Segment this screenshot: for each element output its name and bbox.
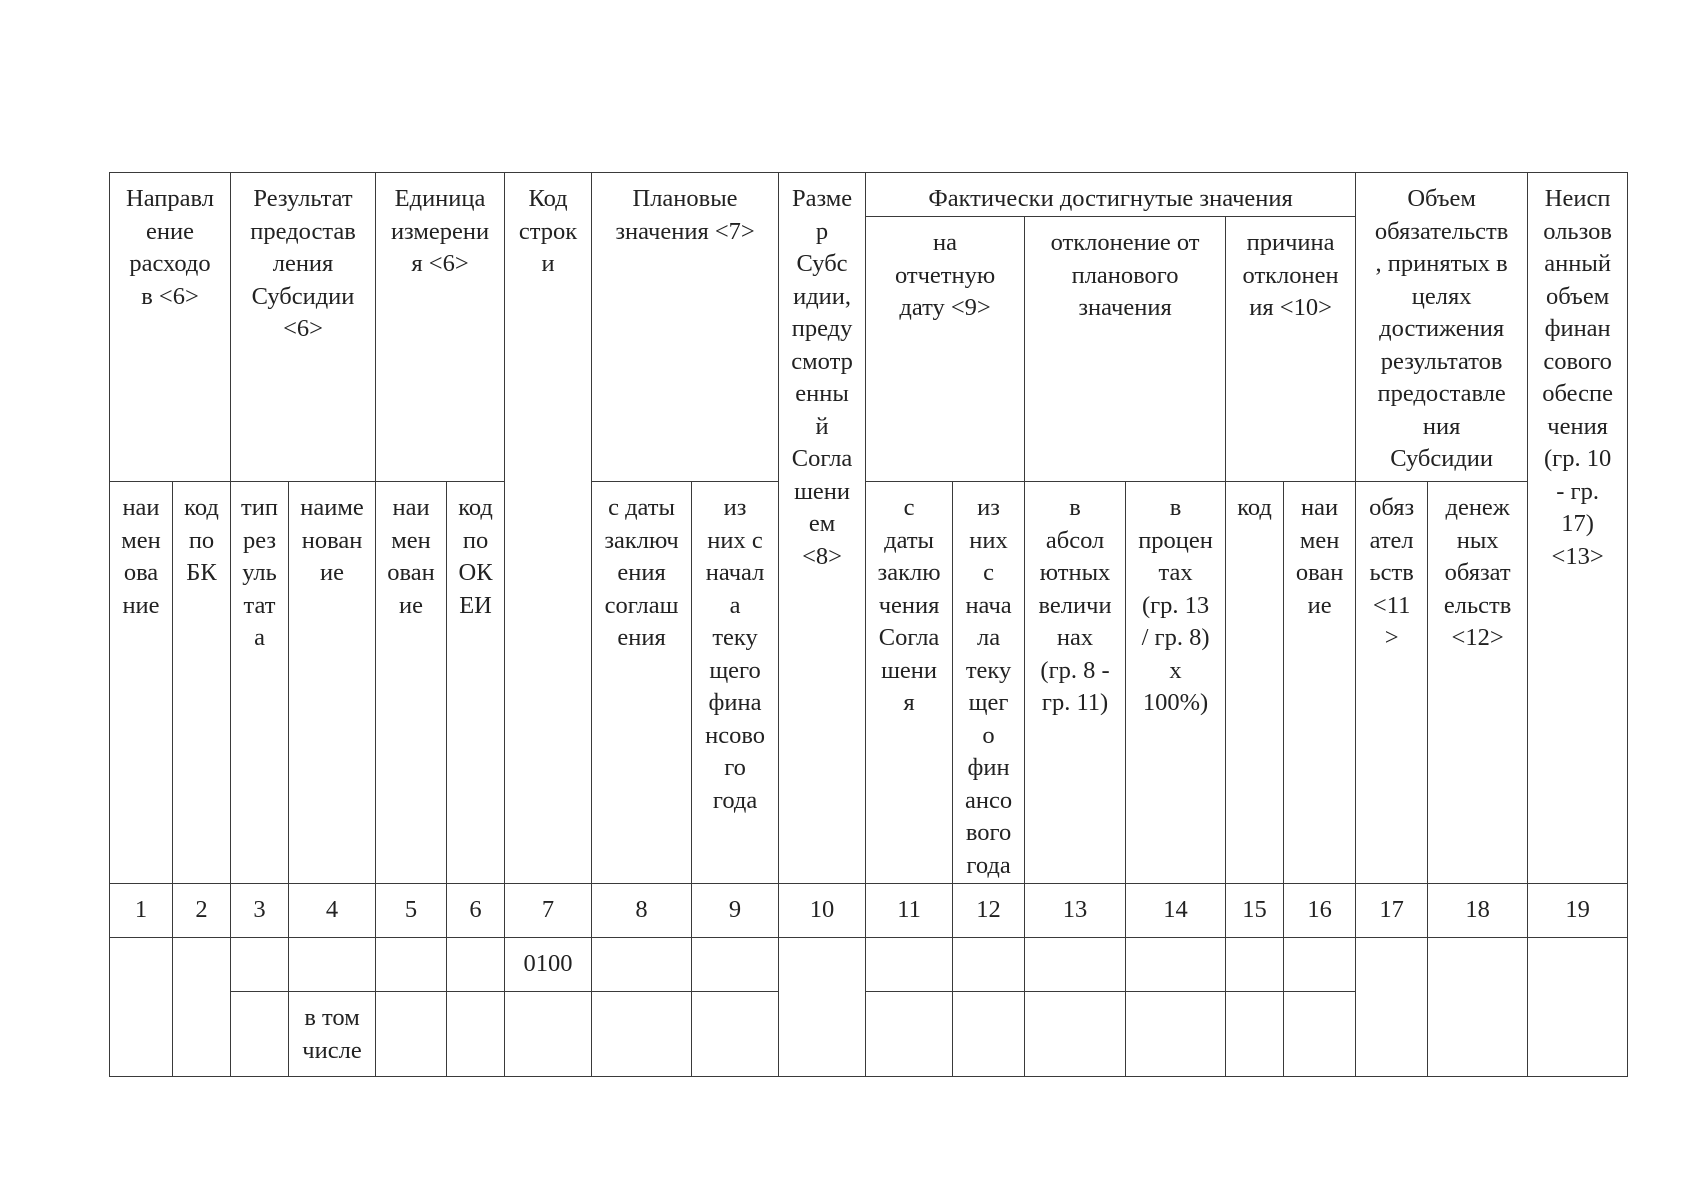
header-razmer: Разме р Субс идии, преду смотр енны й Согла шени ем <8> <box>779 173 866 884</box>
column-number: 10 <box>779 884 866 938</box>
subheader-c6: код по ОК ЕИ <box>447 482 505 884</box>
data-cell-c9-sub[interactable] <box>692 992 779 1077</box>
data-cell-c17[interactable] <box>1356 938 1428 1077</box>
data-cell-c9[interactable] <box>692 938 779 992</box>
header-obem: Объем обязательств , принятых в целях достижения результатов предоставле ния Субсидии <box>1356 173 1528 482</box>
data-cell-c3[interactable] <box>231 938 289 992</box>
data-cell-c11-sub[interactable] <box>866 992 953 1077</box>
data-cell-c8-sub[interactable] <box>592 992 692 1077</box>
header-edinica: Единица измерени я <6> <box>376 173 505 482</box>
column-number: 17 <box>1356 884 1428 938</box>
data-cell-c7-sub[interactable] <box>505 992 592 1077</box>
data-cell-c19[interactable] <box>1528 938 1628 1077</box>
column-number: 19 <box>1528 884 1628 938</box>
column-number: 11 <box>866 884 953 938</box>
data-cell-c16[interactable] <box>1284 938 1356 992</box>
header-fakticheski: Фактически достигнутые значения <box>866 173 1356 217</box>
column-number: 12 <box>953 884 1025 938</box>
data-cell-c18[interactable] <box>1428 938 1528 1077</box>
subheader-c9: из них с начал а теку щего фина нсово го года <box>692 482 779 884</box>
subheader-c17: обяз ател ьств <11 > <box>1356 482 1428 884</box>
subheader-c12: из них с нача ла теку щег о фин ансо вого года <box>953 482 1025 884</box>
header-neispolzovannyi: Неисп ользов анный объем финан сового обеспе чения (гр. 10 - гр. 17) <13> <box>1528 173 1628 884</box>
data-cell-c12[interactable] <box>953 938 1025 992</box>
column-number: 8 <box>592 884 692 938</box>
header-rezultat: Результат предостав ления Субсидии <6> <box>231 173 376 482</box>
data-cell-c4[interactable] <box>289 938 376 992</box>
header-na-otchetnuyu: на отчетную дату <9> <box>866 217 1025 482</box>
data-cell-c2[interactable] <box>173 938 231 1077</box>
data-cell-c3-sub[interactable] <box>231 992 289 1077</box>
data-cell-c6-sub[interactable] <box>447 992 505 1077</box>
column-number: 14 <box>1126 884 1226 938</box>
v-tom-chisle-label: в том числе <box>289 992 376 1077</box>
data-cell-c8[interactable] <box>592 938 692 992</box>
data-cell-c6[interactable] <box>447 938 505 992</box>
subheader-c2: код по БК <box>173 482 231 884</box>
column-number: 7 <box>505 884 592 938</box>
column-number: 2 <box>173 884 231 938</box>
column-number: 1 <box>110 884 173 938</box>
column-number: 9 <box>692 884 779 938</box>
data-cell-c13[interactable] <box>1025 938 1126 992</box>
data-cell-c11[interactable] <box>866 938 953 992</box>
subheader-c14: в процен тах (гр. 13 / гр. 8) x 100%) <box>1126 482 1226 884</box>
subheader-c15: код <box>1226 482 1284 884</box>
subheader-c11: с даты заклю чения Согла шени я <box>866 482 953 884</box>
header-otklonenie: отклонение от планового значения <box>1025 217 1226 482</box>
data-cell-c14-sub[interactable] <box>1126 992 1226 1077</box>
data-cell-c16-sub[interactable] <box>1284 992 1356 1077</box>
data-cell-c1[interactable] <box>110 938 173 1077</box>
column-number: 15 <box>1226 884 1284 938</box>
subheader-c5: наи мен ован ие <box>376 482 447 884</box>
column-number: 18 <box>1428 884 1528 938</box>
column-number: 3 <box>231 884 289 938</box>
data-cell-c10[interactable] <box>779 938 866 1077</box>
subheader-c18: денеж ных обязат ельств <12> <box>1428 482 1528 884</box>
data-cell-c15-sub[interactable] <box>1226 992 1284 1077</box>
column-number: 4 <box>289 884 376 938</box>
header-prichina: причина отклонен ия <10> <box>1226 217 1356 482</box>
header-planovye: Плановые значения <7> <box>592 173 779 482</box>
data-cell-c13-sub[interactable] <box>1025 992 1126 1077</box>
data-cell-c5[interactable] <box>376 938 447 992</box>
subheader-c16: наи мен ован ие <box>1284 482 1356 884</box>
report-table <box>109 172 1628 1077</box>
row-code-cell: 0100 <box>505 938 592 992</box>
column-number: 16 <box>1284 884 1356 938</box>
column-number: 6 <box>447 884 505 938</box>
subheader-c13: в абсол ютных величи нах (гр. 8 - гр. 11) <box>1025 482 1126 884</box>
subheader-c1: наи мен ова ние <box>110 482 173 884</box>
data-cell-c5-sub[interactable] <box>376 992 447 1077</box>
column-number: 5 <box>376 884 447 938</box>
data-cell-c12-sub[interactable] <box>953 992 1025 1077</box>
header-kod-stroki: Код строк и <box>505 173 592 884</box>
column-number: 13 <box>1025 884 1126 938</box>
header-napravlenie: Направл ение расходо в <6> <box>110 173 231 482</box>
subheader-c8: с даты заключ ения соглаш ения <box>592 482 692 884</box>
data-cell-c14[interactable] <box>1126 938 1226 992</box>
subheader-c3: тип рез уль тат а <box>231 482 289 884</box>
subheader-c4: наиме нован ие <box>289 482 376 884</box>
data-cell-c15[interactable] <box>1226 938 1284 992</box>
